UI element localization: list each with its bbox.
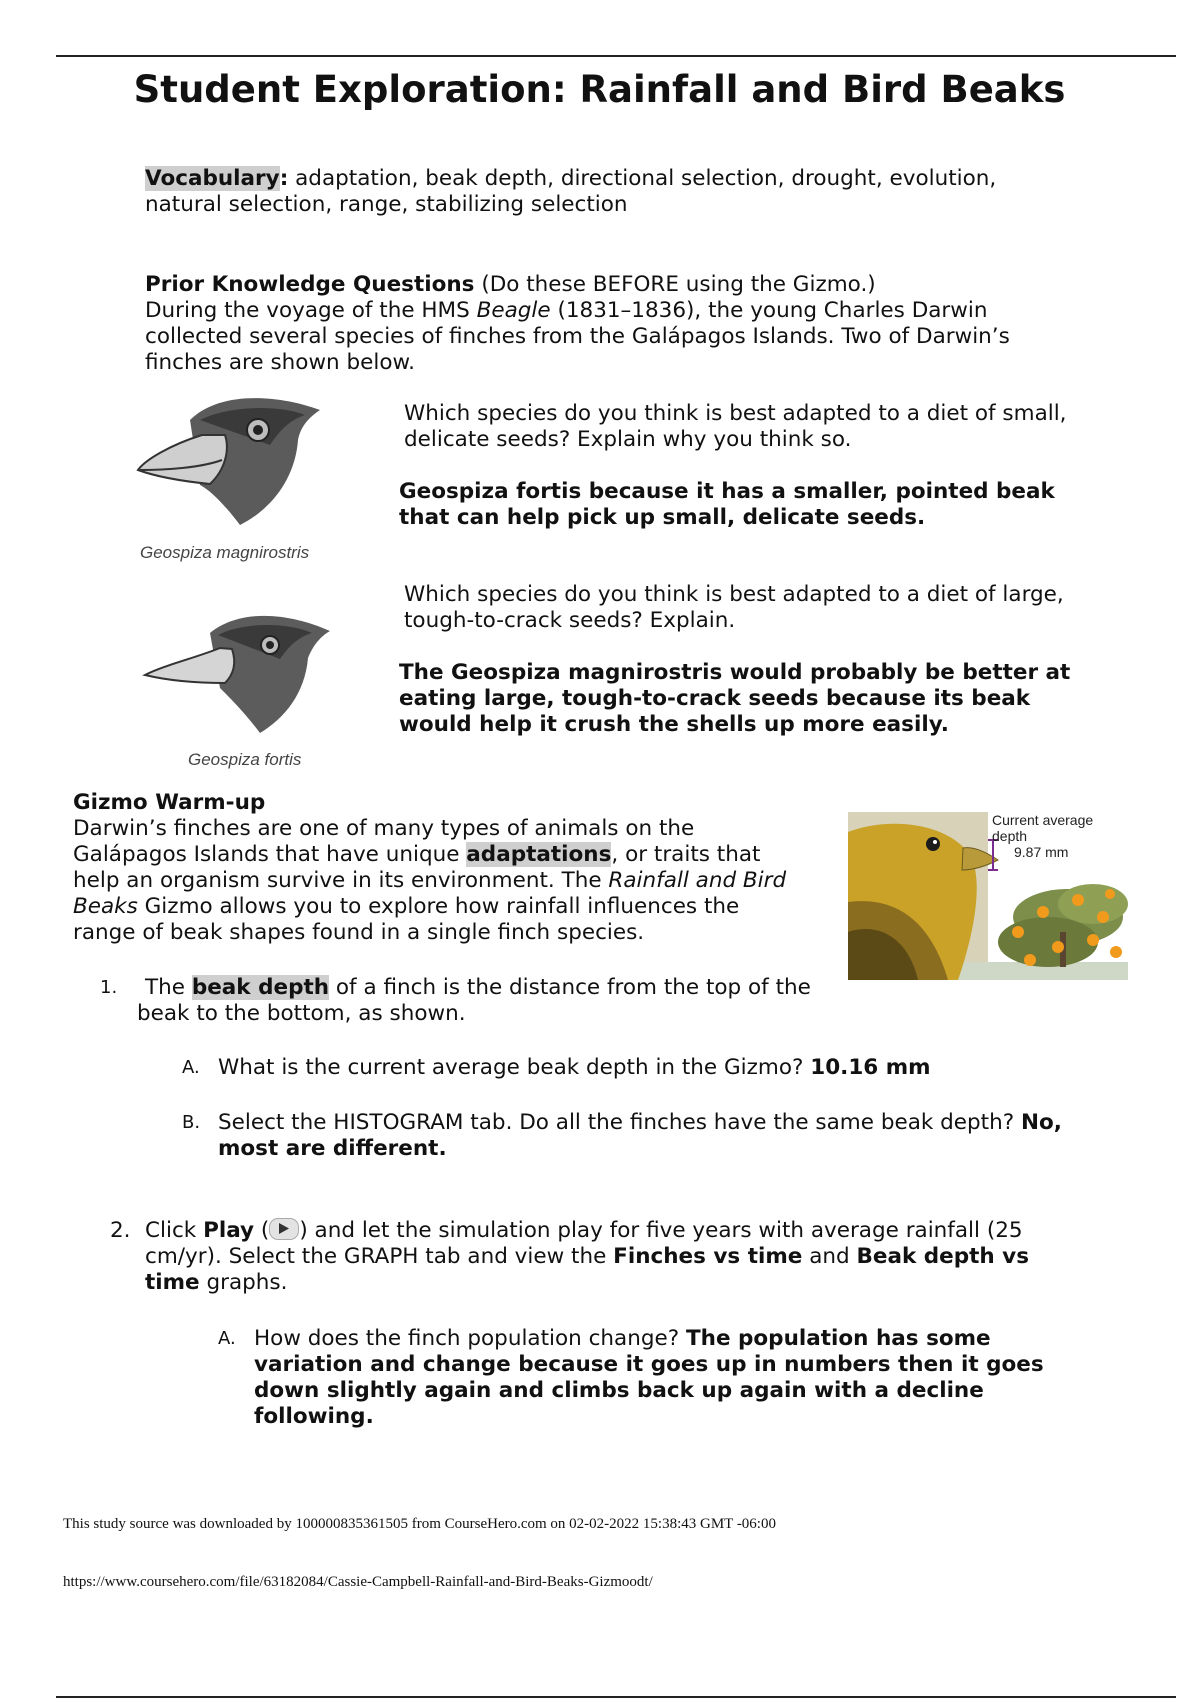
- geospiza-fortis-illustration: [140, 603, 340, 743]
- item-1B-question: Select the HISTOGRAM tab. Do all the finches have the same beak depth?: [218, 1110, 1021, 1135]
- item-1B: [218, 1110, 1098, 1162]
- item-1-number: 1.: [100, 977, 118, 998]
- play-button-icon: [269, 1218, 299, 1240]
- item-1B-answer: No, most are different.: [218, 1110, 1062, 1161]
- item-1A: [218, 1055, 1118, 1081]
- vocabulary-label: Vocabulary: [145, 166, 280, 191]
- download-notice: This study source was downloaded by 100000835361505 from CourseHero.com on 02-02-2022 15:38:43 GMT -06:00: [63, 1516, 776, 1532]
- intro-text: During the voyage of the HMS: [145, 298, 477, 323]
- term-adaptations: adaptations: [466, 842, 612, 867]
- item-2-text: [145, 1218, 1070, 1296]
- item-2A-question: How does the finch population change?: [254, 1326, 686, 1351]
- item-1A-answer: 10.16 mm: [810, 1055, 931, 1080]
- item-2-and: and: [802, 1244, 857, 1269]
- prior-answer-2: The Geospiza magnirostris would probably be better at eating large, tough-to-crack seeds because its beak would help it crush the shells up more easily.: [399, 660, 1071, 737]
- vocabulary: [145, 166, 1045, 218]
- gizmo-finch-image: [848, 812, 1128, 980]
- caption-fortis: Geospiza fortis: [188, 750, 302, 769]
- item-2-number: 2.: [110, 1218, 131, 1243]
- item-2-end: graphs.: [199, 1270, 288, 1295]
- prior-question-1: Which species do you think is best adapted to a diet of small, delicate seeds? Explain why you think so.: [404, 401, 1067, 452]
- prior-knowledge-heading: Prior Knowledge Questions: [145, 272, 475, 297]
- item-1A-letter: A.: [182, 1057, 200, 1078]
- item-1-text: [137, 975, 837, 1027]
- vocabulary-terms: adaptation, beak depth, directional selection, drought, evolution, natural selection, range, stabilizing selection: [145, 166, 997, 217]
- current-average-depth-label: Current average depth: [992, 812, 1094, 844]
- bottom-rule: [56, 1696, 1176, 1698]
- item-2A-letter: A.: [218, 1328, 236, 1349]
- item-1-rest: of a finch is the distance from the top of the beak to the bottom, as shown.: [137, 975, 811, 1026]
- item-1A-question: What is the current average beak depth in the Gizmo?: [218, 1055, 811, 1080]
- item-2-lead: Click: [145, 1218, 204, 1243]
- item-2A: [254, 1326, 1104, 1430]
- gizmo-title: Rainfall and Bird Beaks: [73, 868, 787, 919]
- item-1B-letter: B.: [182, 1112, 201, 1133]
- prior-knowledge-intro: [145, 272, 1045, 376]
- item-1-lead: The: [145, 975, 192, 1000]
- current-average-depth-value: 9.87 mm: [1014, 844, 1069, 860]
- item-2A-answer: The population has some variation and change because it goes up in numbers then it goes down slightly again and climbs back up again with a decline following.: [254, 1326, 1044, 1429]
- graph-beak-depth-vs-time: Beak depth vs time: [145, 1244, 1029, 1295]
- warmup-heading: Gizmo Warm-up: [73, 790, 266, 815]
- warmup-text-3: Gizmo allows you to explore how rainfall influences the range of beak shapes found in a single finch species.: [73, 894, 740, 945]
- ship-name: Beagle: [476, 298, 551, 323]
- prior-knowledge-note: (Do these BEFORE using the Gizmo.): [474, 272, 876, 297]
- play-word: Play: [203, 1218, 255, 1243]
- intro-text-2: (1831–1836), the young Charles Darwin collected several species of finches from the Galápagos Islands. Two of Darwin’s finches are shown below.: [145, 298, 1010, 375]
- warmup-paragraph: [73, 816, 793, 946]
- item-2-rest: ) and let the simulation play for five years with average rainfall (25 cm/yr). Select the GRAPH tab and view the: [145, 1218, 1023, 1269]
- top-rule: [56, 55, 1176, 57]
- prior-answer-1: Geospiza fortis because it has a smaller, pointed beak that can help pick up small, delicate seeds.: [399, 479, 1055, 530]
- graph-finches-vs-time: Finches vs time: [613, 1244, 803, 1269]
- paren-open: (: [254, 1218, 270, 1243]
- prior-question-2: Which species do you think is best adapted to a diet of large, tough-to-crack seeds? Explain.: [404, 582, 1064, 633]
- source-url: https://www.coursehero.com/file/63182084/Cassie-Campbell-Rainfall-and-Bird-Beaks-Gizmoodt/: [63, 1574, 653, 1590]
- warmup-text-2: , or traits that help an organism survive in its environment. The: [73, 842, 761, 893]
- caption-magnirostris: Geospiza magnirostris: [140, 543, 310, 562]
- page-title: Student Exploration: Rainfall and Bird Beaks: [133, 68, 1066, 111]
- vocabulary-colon: :: [279, 166, 289, 191]
- geospiza-magnirostris-illustration: [130, 390, 340, 540]
- warmup-text: Darwin’s finches are one of many types of animals on the Galápagos Islands that have unique: [73, 816, 695, 867]
- term-beak-depth: beak depth: [191, 975, 330, 1000]
